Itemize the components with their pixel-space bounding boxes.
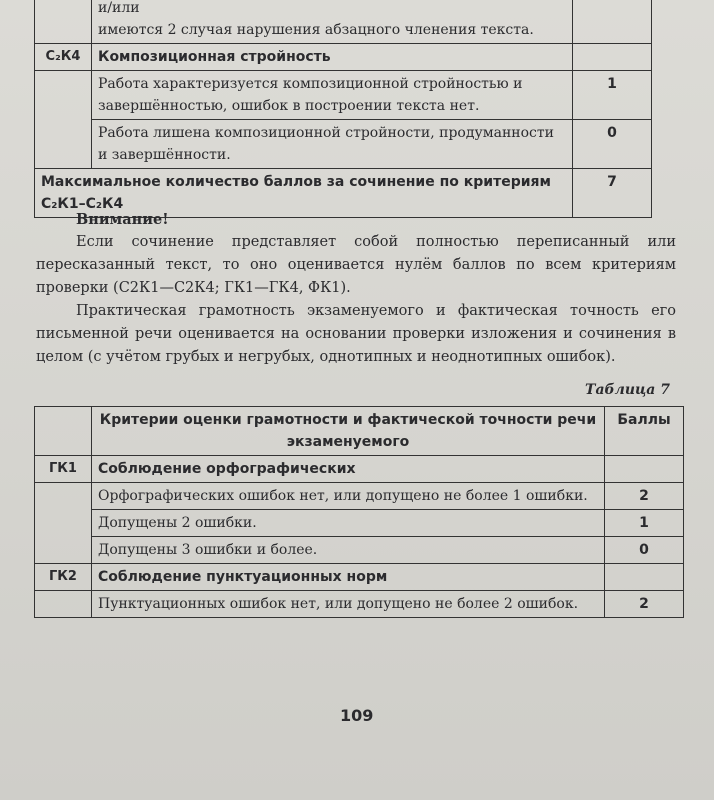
header-criteria: Критерии оценки грамотности и фактической точности речи экзаменуемого [92,407,605,456]
paragraph-rewrite-rule: Если сочинение представляет собой полностью переписанный или пересказанный текст, то оно оценивается нулём баллов по всем критериям проверки (С2К1—С2К4; ГК1—ГК4, ФК1). [36,234,676,296]
table-row [35,564,684,591]
criterion-code [35,0,92,44]
criteria-table-literacy [34,406,684,618]
table-row [35,456,684,483]
criterion-text: Работа характеризуется композиционной стройностью и завершённостью, ошибок в построении текста нет. [92,71,573,120]
criterion-title: Композиционная стройность [92,44,573,71]
criterion-score [573,44,652,71]
header-code-cell [35,407,92,456]
criterion-code [35,591,92,618]
criteria-table-composition [34,0,652,218]
total-score: 7 [573,169,652,218]
paragraph-literacy: Практическая грамотность экзаменуемого и фактическая точность его письменной речи оценивается на основании проверки изложения и сочинения в целом (с учётом грубых и негрубых, однотипных и неоднотипных ошибок). [36,303,676,365]
criterion-score: 1 [573,71,652,120]
page-number: 109 [340,706,374,725]
criterion-text: Пунктуационных ошибок нет, или допущено не более 2 ошибок. [92,591,605,618]
table-row [35,0,652,44]
table-row [35,591,684,618]
table-caption: Таблица 7 [585,382,670,398]
criterion-code [35,510,92,537]
total-text: Максимальное количество баллов за сочинение по критериям С₂К1–С₂К4 [35,169,573,218]
criterion-text: Орфографических ошибок нет, или допущено не более 1 ошибки. [92,483,605,510]
criterion-score: 2 [605,591,684,618]
criterion-score: 0 [573,120,652,169]
criterion-score [573,0,652,44]
header-score: Баллы [605,407,684,456]
criterion-score: 2 [605,483,684,510]
criterion-code [35,71,92,120]
table-row [35,44,652,71]
criterion-text: Работа лишена композиционной стройности, продуманности и завершённости. [92,120,573,169]
table-row [35,120,652,169]
criterion-code: ГК1 [35,456,92,483]
criterion-code: ГК2 [35,564,92,591]
criterion-title: Соблюдение орфографических [92,456,605,483]
criterion-score [605,564,684,591]
table-row [35,510,684,537]
table-row [35,483,684,510]
criterion-code [35,120,92,169]
attention-title: Внимание! [76,211,169,228]
criterion-code: С₂К4 [35,44,92,71]
criterion-score [605,456,684,483]
criterion-score: 0 [605,537,684,564]
criterion-code [35,483,92,510]
criterion-title: Соблюдение пунктуационных норм [92,564,605,591]
table-row [35,71,652,120]
table-header-row [35,407,684,456]
criterion-score: 1 [605,510,684,537]
criterion-text: Допущены 2 ошибки. [92,510,605,537]
criterion-text: и/или имеются 2 случая нарушения абзацного членения текста. [92,0,573,44]
criterion-text: Допущены 3 ошибки и более. [92,537,605,564]
criterion-code [35,537,92,564]
table-row [35,537,684,564]
